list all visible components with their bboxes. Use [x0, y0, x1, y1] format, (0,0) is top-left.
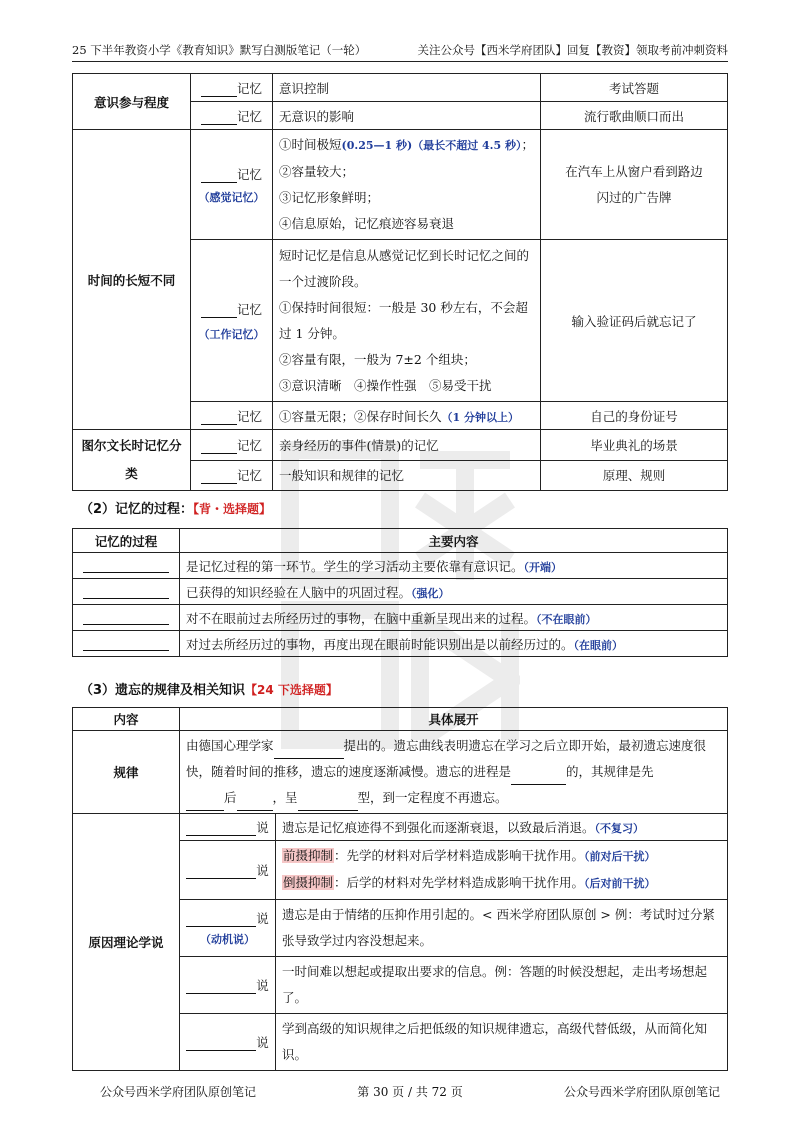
- fill-blank[interactable]: [83, 624, 169, 625]
- fill-blank[interactable]: [511, 784, 566, 785]
- process-row: 是记忆过程的第一环节。学生的学习活动主要依靠有意识记。（开端）: [180, 553, 728, 579]
- footer-right: 公众号西米学府团队原创笔记: [563, 1085, 720, 1099]
- sensory-example: 在汽车上从窗户看到路边闪过的广告牌: [541, 130, 728, 240]
- page-header: [72, 34, 728, 62]
- header-right: 关注公众号【西米学府团队】回复【教资】领取考前冲刺资料: [417, 43, 728, 57]
- long-example: 自己的身份证号: [541, 402, 728, 430]
- col-header-process: 记忆的过程: [73, 529, 180, 553]
- fill-blank[interactable]: [201, 124, 237, 125]
- explicit-example: 考试答题: [541, 74, 728, 102]
- memory-types-table: [72, 73, 728, 491]
- col-header-detail: 具体展开: [180, 708, 728, 731]
- working-blank-cell: 记忆 （工作记忆）: [191, 240, 273, 402]
- long-content: ①容量无限；②保存时间长久（1 分钟以上）: [273, 402, 541, 430]
- footer-left: 公众号西米学府团队原创笔记: [100, 1085, 257, 1099]
- sensory-blank-cell: 记忆 （感觉记忆）: [191, 130, 273, 240]
- page-footer: [100, 1083, 720, 1100]
- fill-blank[interactable]: [186, 1050, 256, 1051]
- process-row: 对过去所经历过的事物，再度出现在眼前时能识别出是以前经历过的。（在眼前）: [180, 631, 728, 657]
- forgetting-table: 内容 具体展开 规律 由德国心理学家 提出的。遗忘曲线表明遗忘在学习之后立即开始，最初遗忘速度很快，随着时间的推移，遗忘的速度逐渐减慢。遗忘的进程是 的，其规律是先 后 ，呈 型，到一定程度不再遗忘。 原因理论学说 说 遗忘是记忆痕迹得不到强化而逐渐衰退，以致最后消退。（不复习） 说 前摄抑制：先学的材料对后学材料造成影响干扰作用。（前对后干扰） 倒摄抑制：后学的材料对先学材料造成影响干扰作用。（后对前干扰） 说 （动机说） 遗忘是由于情绪的压抑作用引起的。< 西米学府团队原创 > 例：考试时过分紧张导致学过内容没想起来。 说 一时间难以想起或提取出要求的信息。例：答题的时候没想起，走出考场想起了。 说 学到高级的知识规律之后把低级的知识规律遗忘，高级代替低级，从而简化知识。: [72, 707, 728, 1071]
- fill-blank[interactable]: [186, 810, 224, 811]
- col-header-content: 主要内容: [180, 529, 728, 553]
- episodic-blank-cell: 记忆: [191, 430, 273, 461]
- sensory-hint: （感觉记忆）: [198, 190, 265, 204]
- sensory-content: ①时间极短(0.25—1 秒)（最长不超过 4.5 秒）； ②容量较大； ③记忆形象鲜明； ④信息原始，记忆痕迹容易衰退: [273, 130, 541, 240]
- memory-process-table: [72, 528, 728, 657]
- reconstruction-theory: 学到高级的知识规律之后把低级的知识规律遗忘，高级代替低级，从而简化知识。: [276, 1014, 728, 1071]
- category-law: 规律: [73, 731, 180, 814]
- episodic-content: 亲身经历的事件(情景)的记忆: [273, 430, 541, 461]
- semantic-blank-cell: 记忆: [191, 460, 273, 491]
- fill-blank[interactable]: [186, 926, 256, 927]
- implicit-blank-cell: 记忆: [191, 102, 273, 130]
- working-hint: （工作记忆）: [198, 327, 265, 341]
- fill-blank[interactable]: [186, 993, 256, 994]
- repression-theory: 遗忘是由于情绪的压抑作用引起的。< 西米学府团队原创 > 例：考试时过分紧张导致学过内容没想起来。: [276, 900, 728, 957]
- category-duration: 时间的长短不同: [73, 130, 191, 430]
- explicit-content: 意识控制: [273, 74, 541, 102]
- interference-theory: 前摄抑制：先学的材料对后学材料造成影响干扰作用。（前对后干扰） 倒摄抑制：后学的材料对先学材料造成影响干扰作用。（后对前干扰）: [276, 841, 728, 900]
- retroactive-term: 倒摄抑制: [283, 875, 334, 890]
- working-example: 输入验证码后就忘记了: [541, 240, 728, 402]
- law-content: 由德国心理学家 提出的。遗忘曲线表明遗忘在学习之后立即开始，最初遗忘速度很快，随着时间的推移，遗忘的速度逐渐减慢。遗忘的进程是 的，其规律是先 后 ，呈 型，到一定程度不再遗忘。: [180, 731, 728, 814]
- fill-blank[interactable]: [201, 96, 237, 97]
- implicit-content: 无意识的影响: [273, 102, 541, 130]
- process-row: 已获得的知识经验在人脑中的巩固过程。（强化）: [180, 579, 728, 605]
- page-number: 第 30 页 / 共 72 页: [357, 1085, 463, 1099]
- implicit-example: 流行歌曲顺口而出: [541, 102, 728, 130]
- category-tulving: 图尔文长时记忆分类: [73, 430, 191, 491]
- retrieval-theory: 一时间难以想起或提取出要求的信息。例：答题的时候没想起，走出考场想起了。: [276, 957, 728, 1014]
- fill-blank[interactable]: [274, 758, 344, 759]
- working-content: 短时记忆是信息从感觉记忆到长时记忆之间的一个过渡阶段。 ①保持时间很短：一般是 30 秒左右，不会超过 1 分钟。 ②容量有限，一般为 7±2 个组块； ③意识清晰 ④操作性强 ⑤易受干扰: [273, 240, 541, 402]
- fill-blank[interactable]: [83, 572, 169, 573]
- fill-blank[interactable]: [201, 453, 237, 454]
- fill-blank[interactable]: [201, 182, 237, 183]
- fill-blank[interactable]: [298, 810, 358, 811]
- category-theories: 原因理论学说: [73, 814, 180, 1071]
- process-row: 对不在眼前过去所经历过的事物，在脑中重新呈现出来的过程。（不在眼前）: [180, 605, 728, 631]
- fill-blank[interactable]: [237, 810, 273, 811]
- category-consciousness: 意识参与程度: [73, 74, 191, 130]
- explicit-blank-cell: 记忆: [191, 74, 273, 102]
- fill-blank[interactable]: [201, 424, 237, 425]
- episodic-example: 毕业典礼的场景: [541, 430, 728, 461]
- section-2-title: （2）记忆的过程：【背・选择题】: [80, 502, 272, 517]
- fill-blank[interactable]: [186, 835, 256, 836]
- fill-blank[interactable]: [201, 483, 237, 484]
- header-left: 25 下半年教资小学《教育知识》默写白测版笔记（一轮）: [72, 43, 367, 57]
- semantic-content: 一般知识和规律的记忆: [273, 460, 541, 491]
- section-3-title: （3）遗忘的规律及相关知识【24 下选择题】: [80, 683, 338, 698]
- decay-theory: 遗忘是记忆痕迹得不到强化而逐渐衰退，以致最后消退。（不复习）: [276, 814, 728, 841]
- col-header-topic: 内容: [73, 708, 180, 731]
- fill-blank[interactable]: [83, 650, 169, 651]
- fill-blank[interactable]: [83, 598, 169, 599]
- semantic-example: 原理、规则: [541, 460, 728, 491]
- fill-blank[interactable]: [201, 317, 237, 318]
- proactive-term: 前摄抑制: [283, 848, 334, 863]
- repression-hint: （动机说）: [200, 933, 255, 946]
- fill-blank[interactable]: [186, 878, 256, 879]
- long-blank-cell: 记忆: [191, 402, 273, 430]
